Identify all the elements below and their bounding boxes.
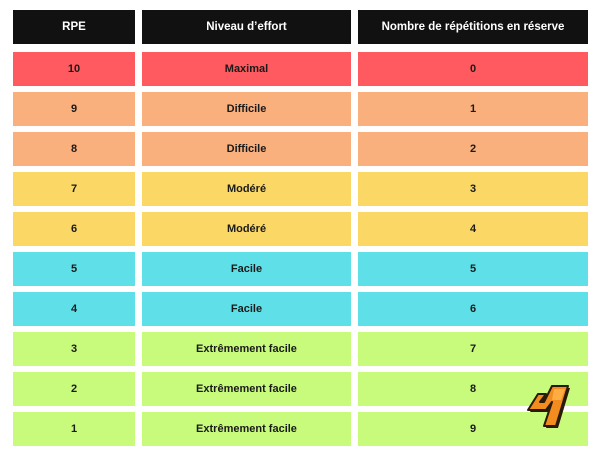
table-row <box>0 92 600 126</box>
cell-effort: Modéré <box>142 172 351 206</box>
table-row <box>0 52 600 86</box>
cell-rpe: 5 <box>13 252 135 286</box>
table-row <box>0 332 600 366</box>
cell-rpe: 10 <box>13 52 135 86</box>
cell-reserve: 7 <box>358 332 588 366</box>
cell-rpe: 7 <box>13 172 135 206</box>
cell-effort: Facile <box>142 252 351 286</box>
cell-reserve: 9 <box>358 412 588 446</box>
cell-reserve: 3 <box>358 172 588 206</box>
cell-effort: Extrêmement facile <box>142 332 351 366</box>
header-rpe: RPE <box>13 10 135 44</box>
table-row <box>0 132 600 166</box>
cell-rpe: 4 <box>13 292 135 326</box>
cell-rpe: 2 <box>13 372 135 406</box>
cell-reserve: 5 <box>358 252 588 286</box>
cell-effort: Facile <box>142 292 351 326</box>
cell-reserve: 2 <box>358 132 588 166</box>
table-row <box>0 412 600 446</box>
table-header-row <box>0 10 600 44</box>
cell-reserve: 8 <box>358 372 588 406</box>
header-reps-in-reserve: Nombre de répétitions en réserve <box>358 10 588 44</box>
table-row <box>0 172 600 206</box>
cell-rpe: 9 <box>13 92 135 126</box>
table-row <box>0 292 600 326</box>
cell-rpe: 3 <box>13 332 135 366</box>
cell-effort: Extrêmement facile <box>142 372 351 406</box>
table-row <box>0 212 600 246</box>
cell-effort: Maximal <box>142 52 351 86</box>
cell-reserve: 6 <box>358 292 588 326</box>
header-effort-level: Niveau d’effort <box>142 10 351 44</box>
cell-effort: Difficile <box>142 132 351 166</box>
cell-reserve: 0 <box>358 52 588 86</box>
table-row <box>0 372 600 406</box>
cell-reserve: 1 <box>358 92 588 126</box>
cell-effort: Difficile <box>142 92 351 126</box>
cell-rpe: 1 <box>13 412 135 446</box>
table-row <box>0 252 600 286</box>
cell-reserve: 4 <box>358 212 588 246</box>
cell-effort: Modéré <box>142 212 351 246</box>
brand-logo-icon <box>522 380 578 432</box>
cell-rpe: 8 <box>13 132 135 166</box>
cell-rpe: 6 <box>13 212 135 246</box>
cell-effort: Extrêmement facile <box>142 412 351 446</box>
